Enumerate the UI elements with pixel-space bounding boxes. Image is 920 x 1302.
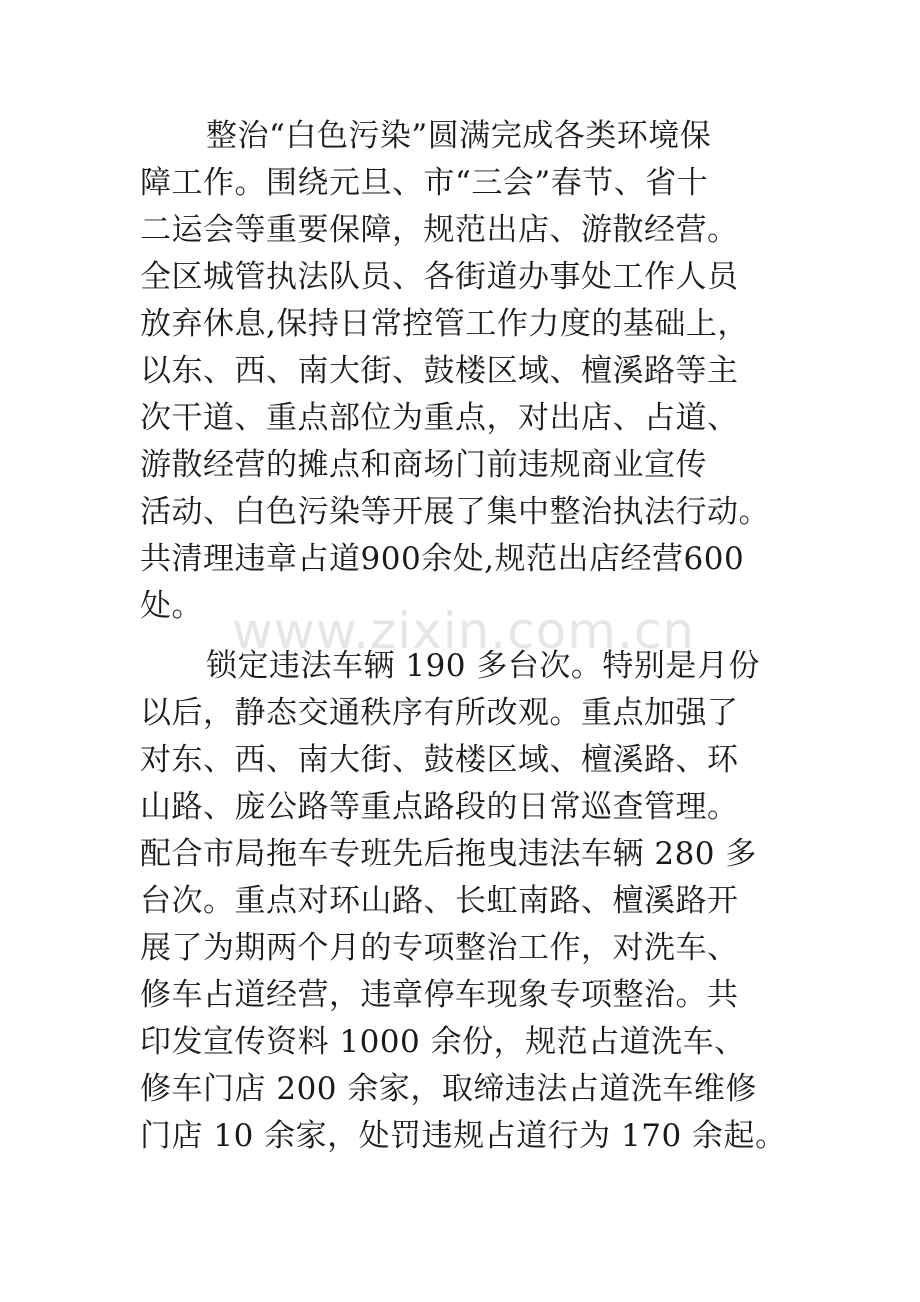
text-line: 次干道、重点部位为重点，对出店、占道、 [140, 400, 739, 436]
text-line: 锁定违法车辆 190 多台次。特别是月份 [206, 648, 760, 684]
watermark: www.zixin.com.cn [232, 602, 696, 660]
text-line: 整治“白色污染”圆满完成各类环境保 [206, 118, 712, 154]
text-line: 二运会等重要保障，规范出店、游散经营。 [140, 212, 739, 248]
text-line: 对东、西、南大街、鼓楼区域、檀溪路、环 [140, 742, 739, 778]
text-line: 印发宣传资料 1000 余份，规范占道洗车、 [140, 1024, 746, 1060]
text-line: 处。 [140, 588, 203, 624]
text-line: 修车占道经营，违章停车现象专项整治。共 [140, 977, 739, 1013]
text-line: 门店 10 余家，处罚违规占道行为 170 余起。 [140, 1118, 787, 1154]
paragraph-illegal-vehicles [140, 643, 820, 1160]
text-line: 游散经营的摊点和商场门前违规商业宣传 [140, 447, 707, 483]
text-line: 展了为期两个月的专项整治工作，对洗车、 [140, 930, 739, 966]
text-line: 障工作。围绕元旦、市“三会”春节、省十 [140, 165, 709, 201]
text-line: 山路、庞公路等重点路段的日常巡查管理。 [140, 789, 739, 825]
text-line: 配合市局拖车专班先后拖曳违法车辆 280 多 [140, 836, 757, 872]
paragraph-white-pollution [140, 113, 820, 630]
text-line: 活动、白色污染等开展了集中整治执法行动。 [140, 494, 770, 530]
text-line: 以东、西、南大街、鼓楼区域、檀溪路等主 [140, 353, 739, 389]
text-line: 放弃休息,保持日常控管工作力度的基础上， [140, 306, 749, 342]
text-line: 全区城管执法队员、各街道办事处工作人员 [140, 259, 739, 295]
text-line: 修车门店 200 余家，取缔违法占道洗车维修 [140, 1071, 757, 1107]
text-line: 台次。重点对环山路、长虹南路、檀溪路开 [140, 883, 739, 919]
text-line: 以后，静态交通秩序有所改观。重点加强了 [140, 695, 739, 731]
text-line: 共清理违章占道900余处,规范出店经营600 [140, 541, 745, 577]
